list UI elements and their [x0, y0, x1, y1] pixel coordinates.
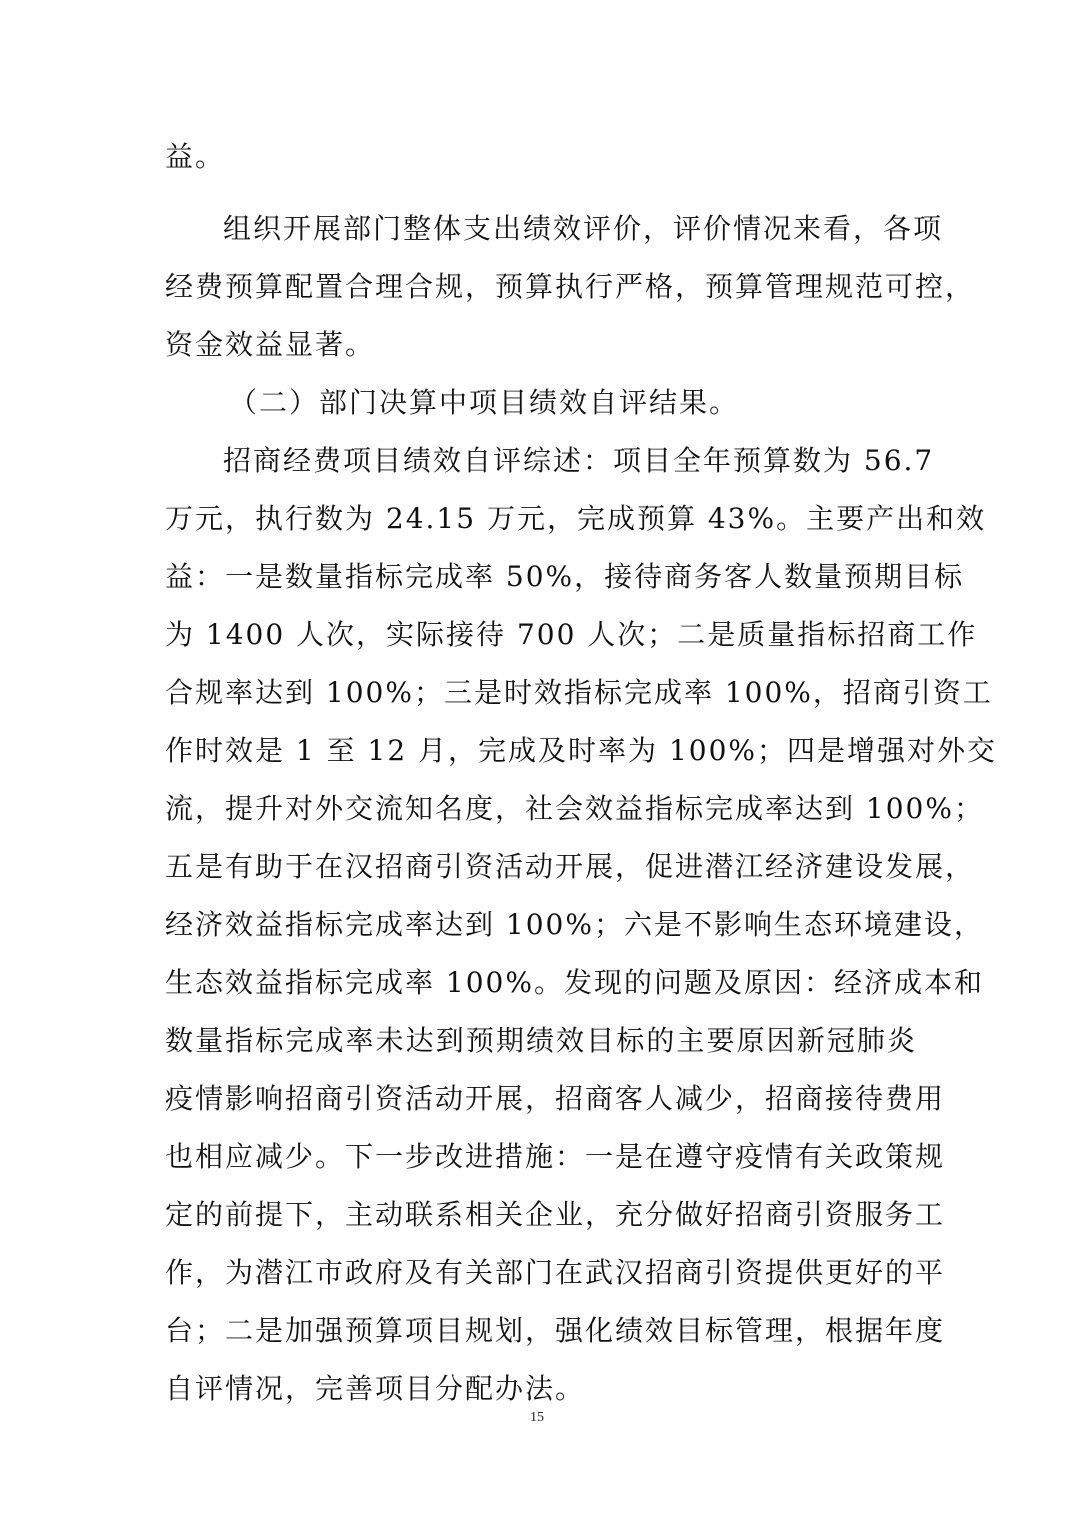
paragraph-line: 生态效益指标完成率 100%。发现的问题及原因：经济成本和: [165, 966, 984, 999]
paragraph-line: 招商经费项目绩效自评综述：项目全年预算数为 56.7: [223, 444, 935, 477]
paragraph-line: 万元，执行数为 24.15 万元，完成预算 43%。主要产出和效: [165, 502, 987, 535]
paragraph-line: 组织开展部门整体支出绩效评价，评价情况来看，各项: [223, 212, 944, 245]
paragraph-line: 自评情况，完善项目分配办法。: [165, 1372, 586, 1405]
page-number: 15: [530, 1410, 544, 1425]
section-heading: （二）部门决算中项目绩效自评结果。: [229, 386, 740, 419]
paragraph-line: 益：一是数量指标完成率 50%，接待商务客人数量预期目标: [165, 560, 965, 593]
paragraph-line: 经济效益指标完成率达到 100%；六是不影响生态环境建设，: [165, 908, 984, 941]
paragraph-line: 五是有助于在汉招商引资活动开展，促进潜江经济建设发展，: [165, 850, 976, 883]
paragraph-line: 疫情影响招商引资活动开展，招商客人减少，招商接待费用: [165, 1082, 946, 1115]
paragraph-line: 数量指标完成率未达到预期绩效目标的主要原因新冠肺炎: [165, 1024, 917, 1057]
paragraph-line: 台；二是加强预算项目规划，强化绩效目标管理，根据年度: [165, 1314, 946, 1347]
paragraph-line: 为 1400 人次，实际接待 700 人次；二是质量指标招商工作: [165, 618, 978, 651]
paragraph-line: 合规率达到 100%；三是时效指标完成率 100%，招商引资工: [165, 676, 993, 709]
paragraph-line: 也相应减少。下一步改进措施：一是在遵守疫情有关政策规: [165, 1140, 946, 1173]
paragraph-line: 作时效是 1 至 12 月，完成及时率为 100%；四是增强对外交: [165, 734, 997, 767]
paragraph-line: 益。: [165, 140, 226, 173]
paragraph-line: 流，提升对外交流知名度，社会效益指标完成率达到 100%；: [165, 792, 984, 825]
document-body: [165, 128, 997, 1418]
paragraph-line: 定的前提下，主动联系相关企业，充分做好招商引资服务工: [165, 1198, 946, 1231]
paragraph-line: 资金效益显著。: [165, 328, 376, 361]
paragraph-line: 经费预算配置合理合规，预算执行严格，预算管理规范可控，: [165, 270, 976, 303]
paragraph-line: 作，为潜江市政府及有关部门在武汉招商引资提供更好的平: [165, 1256, 946, 1289]
